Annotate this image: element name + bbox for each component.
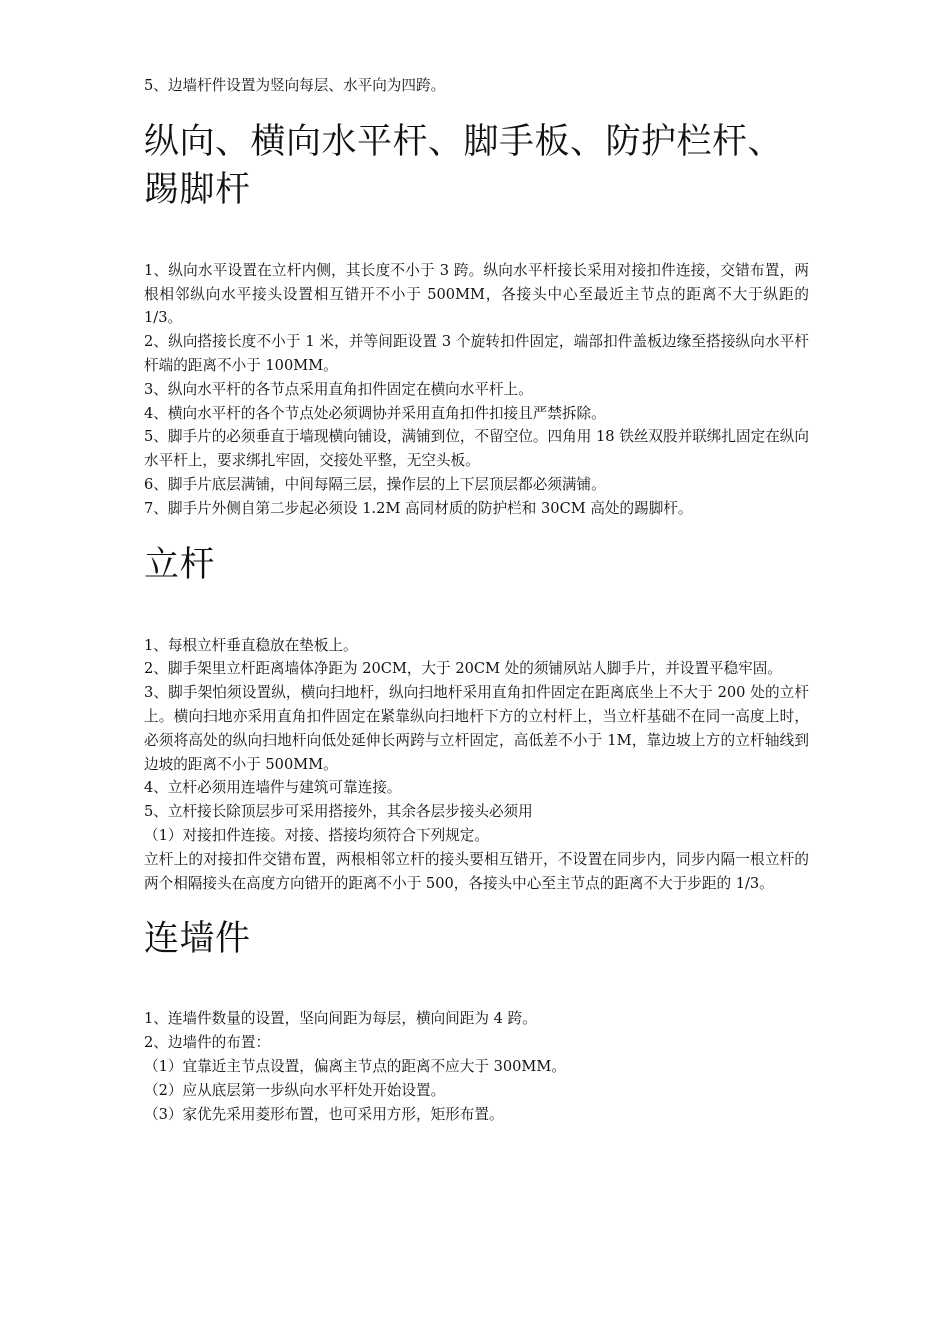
section-wall-ties	[144, 915, 809, 1126]
intro-paragraph: 5、边墙杆件设置为竖向每层、水平向为四跨。	[144, 77, 446, 94]
paragraph: （1）对接扣件连接。对接、搭接均须符合下列规定。	[144, 826, 489, 844]
section-heading	[144, 118, 809, 214]
paragraph: 1、每根立杆垂直稳放在垫板上。	[144, 636, 358, 654]
paragraph: （2）应从底层第一步纵向水平杆处开始设置。	[144, 1081, 446, 1099]
paragraph: （1）宜靠近主节点设置，偏离主节点的距离不应大于 300MM。	[144, 1057, 566, 1075]
section-heading-line1: 纵向、横向水平杆、脚手板、防护栏杆、	[144, 121, 784, 162]
section-heading: 连墙件	[144, 919, 251, 960]
paragraph: 2、脚手架里立杆距离墙体净距为 20CM，大于 20CM 处的须铺夙站人脚手片，并设置平稳牢固。	[144, 660, 782, 678]
paragraph: 立杆上的对接扣件交错布置，两根相邻立杆的接头要相互错开，不设置在同步内，同步内隔一根立杆的两个相隔接头在高度方向错开的距离不小于 500，各接头中心至主节点的距离不大于步距的 1/3。	[144, 850, 809, 892]
section-body	[144, 1007, 809, 1126]
paragraph: 3、纵向水平杆的各节点采用直角扣件固定在横向水平杆上。	[144, 380, 533, 398]
section-heading: 立杆	[144, 544, 216, 585]
paragraph: 2、边墙件的布置：	[144, 1034, 271, 1052]
paragraph: （3）家优先采用菱形布置，也可采用方形，矩形布置。	[144, 1105, 504, 1123]
paragraph: 4、横向水平杆的各个节点处必须调协并采用直角扣件扣接且严禁拆除。	[144, 404, 606, 422]
section-body	[144, 259, 809, 521]
paragraph: 7、脚手片外侧自第二步起必须设 1.2M 高同材质的防护栏和 30CM 高处的踢脚杆。	[144, 499, 693, 517]
document-page	[144, 74, 809, 1126]
paragraph: 1、连墙件数量的设置，坚向间距为每层，横向间距为 4 跨。	[144, 1010, 537, 1028]
paragraph: 6、脚手片底层满铺，中间每隔三层，操作层的上下层顶层都必须满铺。	[144, 475, 606, 493]
paragraph: 5、立杆接长除顶层步可采用搭接外，其余各层步接头必须用	[144, 803, 533, 821]
paragraph: 4、立杆必须用连墙件与建筑可靠连接。	[144, 779, 402, 797]
section-horizontal-bars	[144, 118, 809, 521]
section-body	[144, 634, 809, 896]
paragraph: 3、脚手架怕须设置纵，横向扫地杆，纵向扫地杆采用直角扣件固定在距离底坐上不大于 200 处的立杆上。横向扫地亦采用直角扣件固定在紧靠纵向扫地杆下方的立村杆上，当立杆基础不在同一高度上时，必须将高处的纵向扫地杆向低处延伸长两跨与立杆固定，高低差不小于 1M，靠边坡上方的立杆轴线到边坡的距离不小于 500MM。	[144, 684, 809, 773]
paragraph: 2、纵向搭接长度不小于 1 米，并等间距设置 3 个旋转扣件固定，端部扣件盖板边缘至搭接纵向水平杆杆端的距离不小于 100MM。	[144, 333, 809, 374]
section-uprights	[144, 541, 809, 896]
paragraph: 1、纵向水平设置在立杆内侧，其长度不小于 3 跨。纵向水平杆接长采用对接扣件连接，交错布置，两根相邻纵向水平接头设置相互错开不小于 500MM，各接头中心至最近主节点的距离不大于纵距的 1/3。	[144, 261, 809, 327]
section-heading-line2: 踢脚杆	[144, 169, 251, 210]
paragraph: 5、脚手片的必须垂直于墙现横向铺设，满铺到位，不留空位。四角用 18 铁丝双股并联绑扎固定在纵向水平杆上，要求绑扎牢固，交接处平整，无空头板。	[144, 428, 809, 470]
